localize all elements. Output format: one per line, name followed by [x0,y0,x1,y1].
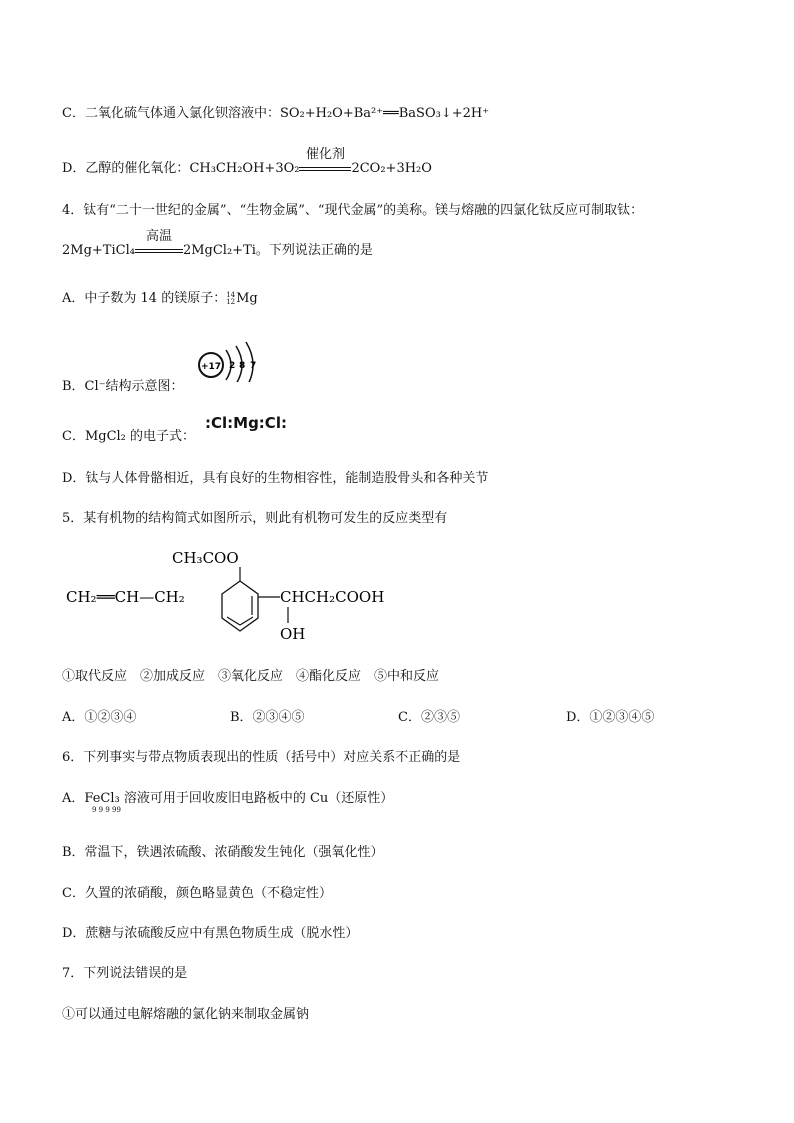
shell-electrons-2: 8 [239,361,246,371]
q5-option-a: A．①②③④ [62,710,137,725]
q4-option-d: D．钛与人体骨骼相近，具有良好的生物相容性，能制造股骨头和各种关节 [62,471,489,486]
q6-stem: 6．下列事实与带点物质表现出的性质（括号中）对应关系不正确的是 [62,750,461,765]
q3-d-arrow [299,147,351,178]
benzene-ring [222,581,258,631]
q4-stem-tail: 。下列说法正确的是 [255,243,373,258]
q3-d-prefix: D．乙醇的催化氧化： [62,161,190,176]
q4-a-prefix: A．中子数为 14 的镁原子： [62,291,227,306]
mol-acetoxy: CH₃COO [172,549,239,567]
q4-option-c: C．MgCl₂ 的电子式： [62,429,196,444]
q3-option-d [62,147,432,178]
q5-structural-formula [62,545,422,645]
q7-stem: 7．下列说法错误的是 [62,966,188,981]
q6-option-a: A．FeCl₃ 溶液可用于回收废旧电路板中的 Cu（还原性） [62,791,394,806]
q4-stem: 4．钛有“二十一世纪的金属”、“生物金属”、“现代金属”的美称。镁与熔融的四氯化钛反应可制取钛： [62,203,644,218]
mgcl2-electron-formula: :Cl:Mg:Cl: [205,414,287,432]
q3-c-equation: SO₂+H₂O+Ba²⁺══BaSO₃↓+2H⁺ [279,106,490,121]
q7-item-1: ①可以通过电解熔融的氯化钠来制取金属钠 [62,1007,310,1022]
shell-electrons-3: 7 [250,361,257,371]
q4-option-b: B．Cl⁻结构示意图： [62,379,184,394]
q3-c-prefix: C．二氧化硫气体通入氯化钡溶液中： [62,106,280,121]
q5-option-d: D．①②③④⑤ [566,710,655,725]
q5-reaction-types: ①取代反应 ②加成反应 ③氧化反应 ④酯化反应 ⑤中和反应 [62,669,440,684]
q4-eq-left: 2Mg+TiCl₄ [62,243,135,258]
nucleus-charge: +17 [200,362,222,372]
q6-option-b: B．常温下，铁遇浓硫酸、浓硝酸发生钝化（强氧化性） [62,845,384,860]
q5-stem: 5．某有机物的结构简式如图所示，则此有机物可发生的反应类型有 [62,511,448,526]
mol-allyl: CH₂══CH—CH₂ [66,588,185,606]
shell-electrons-1: 2 [229,361,236,371]
cl-ion-structure-diagram [196,338,266,382]
q4-eq-condition: 高温 [145,229,172,244]
mol-side-chain: CHCH₂COOH [280,588,385,606]
q3-option-c [62,105,489,123]
q3-d-condition: 催化剂 [305,147,345,162]
mol-hydroxyl: OH [280,625,306,643]
q4-eq-right: 2MgCl₂+Ti [182,243,256,258]
q3-d-left: CH₃CH₂OH+3O₂ [189,161,300,176]
q3-d-right: 2CO₂+3H₂O [351,161,432,176]
q6-option-d: D．蔗糖与浓硫酸反应中有黑色物质生成（脱水性） [62,926,359,941]
q4-equation [62,229,373,260]
q5-option-b: B．②③④⑤ [230,710,305,725]
q4-option-a [62,290,258,308]
q6-a-dot-marks: 9 9 9 99 [92,806,121,814]
q6-option-c: C．久置的浓硝酸，颜色略显黄色（不稳定性） [62,886,332,901]
q4-a-symbol: Mg [236,291,258,306]
q4-eq-arrow [135,229,183,260]
q4-a-isotope: 14 12 [226,290,236,306]
q5-option-c: C．②③⑤ [398,710,460,725]
